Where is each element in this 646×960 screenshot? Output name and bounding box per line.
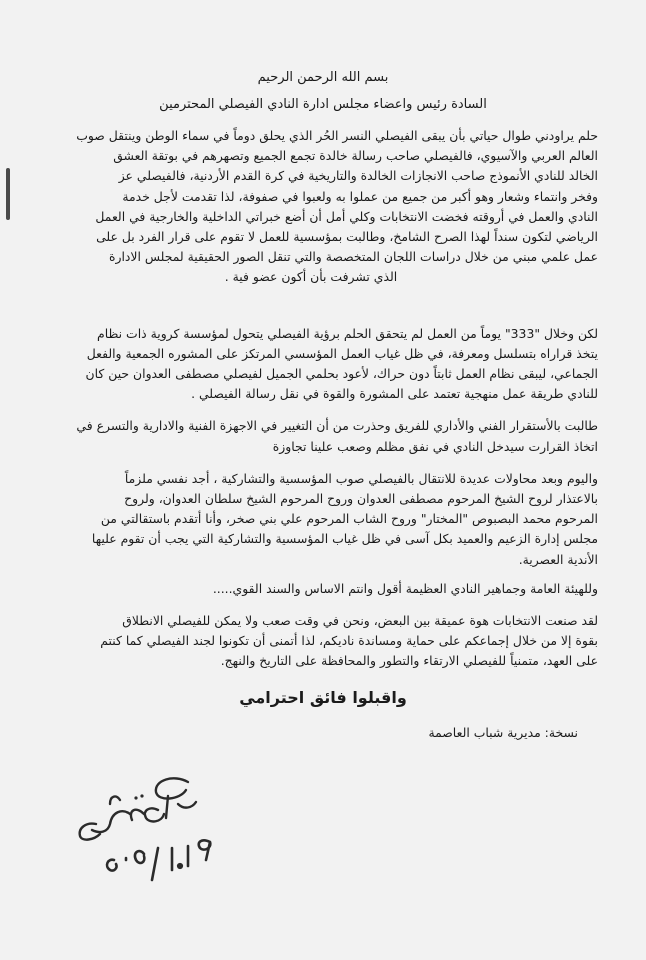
paragraph-line: الأندية العصرية.: [518, 551, 598, 567]
scroll-mark: [6, 168, 10, 220]
paragraph-4: [24, 469, 598, 570]
paragraph-2: [24, 324, 598, 405]
paragraph-line: للنادي طريقة عمل منهجية تعتمد على المشورة والقوة في نقل رسالة الفيصلي .: [191, 386, 598, 402]
paragraph-line: لكن وخلال "333" يوماً من العمل لم يتحقق الحلم برؤية الفيصلي يتحول لمؤسسة كروية ذات نظام: [97, 325, 598, 341]
paragraph-line: الرياضي لتكون سنداً لهذا الصرح الشامخ، وطالبت بمؤسسية للعمل لا تقوم على قرار الفرد بل على: [96, 229, 598, 245]
paragraph-line: على العهد، متمنياً للفيصلي الارتقاء والتطور والمحافظة على التاريخ والنهج.: [220, 653, 598, 669]
paragraph-line: يتخذ قراراه بتسلسل ومعرفة، في ظل غياب العمل المؤسسي المرتكز على المشوره الجمعية والفعل: [86, 345, 598, 361]
paragraph-3: [24, 416, 598, 456]
paragraph-line: الجماعي، ليبقى نظام العمل ثابتاً دون حراك، لأعود بحلمي الجميل لفيصلي مصطفى العدوان حين كان: [85, 366, 598, 382]
paragraph-1: [24, 126, 598, 288]
paragraph-line: العالم العربي والآسيوي، فالفيصلي صاحب رسالة خالدة تجمع الجميع وتصهرهم في بوتقة العشق: [113, 148, 598, 164]
letter-body: [20, 62, 626, 740]
paragraph-line: لقد صنعت الانتخابات هوة عميقة بين البعض، ونحن في وقت صعب ولا يمكن للفيصلي الانطلاق: [122, 613, 598, 629]
paragraph-6: [24, 611, 598, 672]
paragraph-line: واليوم وبعد محاولات عديدة للانتقال بالفيصلي صوب المؤسسية والتشاركية ، أجد نفسي ملزماً: [124, 470, 598, 486]
paragraph-line: اتخاذ القرارت سيدخل النادي في نفق مظلم وصعب علينا تجاوزة: [272, 438, 598, 454]
paragraph-line: الذي تشرفت بأن أكون عضو فية .: [224, 269, 398, 285]
paragraph-line: وللهيئة العامة وجماهير النادي العظيمة أقول وانتم الاساس والسند القوي.....: [212, 580, 598, 596]
paragraph-line: طالبت بالأستقرار الفني والأداري للفريق وحذرت من أن التغيير في الاجهزة الفنية والادارية والتسرع في: [76, 418, 598, 434]
paragraph-line: مجلس إدارة الزعيم والعميد بكل آسى في ظل غياب المؤسسية والتشاركية التي يجب أن تقوم عليها: [91, 531, 598, 547]
salutation: السادة رئيس واعضاء مجلس ادارة النادي الفيصلي المحترمين: [159, 97, 487, 112]
closing-line: واقبلوا فائق احترامي: [239, 687, 407, 707]
basmala: بسم الله الرحمن الرحيم: [257, 70, 389, 85]
paragraph-line: المرحوم محمد البصبوص "المختار" وروح الشاب المرحوم علي بني صخر، وأنا أتقدم باستقالتي من: [100, 511, 598, 527]
paragraph-line: النادي والعمل في أروقته فخضت الانتخابات وكلي أمل أن أضع خبراتي الداخلية والخارجية في العمل: [95, 208, 598, 224]
paragraph-line: الخالد للنادي الأنموذج صاحب الانجازات الخالدة والتاريخية في كرة القدم الأردنية، فالفيصلي عز: [118, 168, 598, 184]
paragraph-line: عمل علمي مبني من خلال دراسات اللجان المتخصصة والتي تنقل الصور الحقيقية لمجلس الادارة: [108, 249, 598, 265]
paragraph-line: بالاعتذار لروح الشيخ المرحوم مصطفى العدوان وروح المرحوم الشيخ سلطان العدوان، ولروح: [124, 491, 598, 507]
paragraph-5: [24, 579, 598, 599]
paragraph-line: وفخر وانتماء وشعار وهو أكبر من جميع من عملوا به ولعبوا في صفوفة، لذا تقدمت لأجل خدمة: [122, 188, 598, 204]
paragraph-line: بقوة إلا من خلال إجماعكم على حماية ومساندة ناديكم، لذا أتمنى أن تكونوا لجند الفيصلي كما كنتم: [100, 633, 598, 649]
paragraph-line: حلم يراودني طوال حياتي بأن يبقى الفيصلي النسر الحُر الذي يحلق دوماً في سماء الوطن وينتقل صوب: [76, 128, 598, 143]
copy-line: نسخة: مديرية شباب العاصمة: [428, 724, 578, 740]
